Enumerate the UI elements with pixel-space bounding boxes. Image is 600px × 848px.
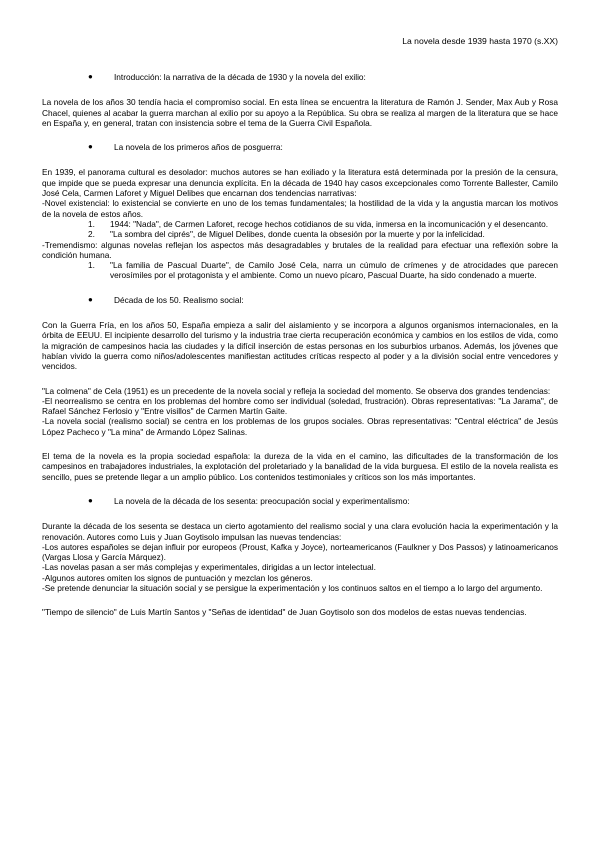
paragraph: -Las novelas pasan a ser más complejas y experimentales, dirigidas a un lector intelectual.: [42, 562, 376, 573]
section-heading-decada-50: [42, 295, 558, 305]
paragraph: La novela de los años 30 tendía hacia el compromiso social. En esta línea se encuentra la literatura de Ramón J. Sender, Max Aub y Rosa Chacel, quienes al acabar la guerra marchan al exilio por su apoyo a la República. Su obra se realiza al margen de la literatura que se hace en España y, en general, tratan con insistencia sobre el tema de la Guerra Civil Española.: [42, 97, 558, 128]
list-item: [42, 229, 558, 239]
paragraph: -Novel existencial: lo existencial se convierte en uno de los temas fundamentales; la hostilidad de la vida y la angustia marcan los motivos de la novela de estos años.: [42, 198, 558, 219]
page-header-title: La novela desde 1939 hasta 1970 (s.XX): [402, 36, 558, 46]
bullet-icon: ●: [88, 142, 93, 152]
paragraph: -Se pretende denunciar la situación social y se persigue la experimentación y los continuos saltos en el tiempo a lo largo del argumento.: [42, 582, 543, 593]
numbered-list: [42, 260, 558, 281]
section-heading-sesenta: [42, 496, 558, 506]
bullet-icon: ●: [88, 294, 93, 304]
paragraph: -Algunos autores omiten los signos de puntuación y mezclan los géneros.: [42, 572, 313, 583]
paragraph: Con la Guerra Fría, en los años 50, España empieza a salir del aislamiento y se incorpora a algunos organismos internacionales, en la órbita de EEUU. El incipiente desarrollo del turismo y la industria trae cierta recuperación económica y cambios en los estilos de vida, como la migración de campesinos hacia las ciudades y la difícil inserción de estas personas en los suburbios urbanos. Además, los jóvenes que habían vivido la guerra como niños/adolescentes manifiestan actitudes críticas respecto al poder y a la división social entre vencedores y vencidos.: [42, 320, 558, 372]
paragraph: En 1939, el panorama cultural es desolador: muchos autores se han exiliado y la literatura está determinada por la presión de la censura, que impide que se pueda expresar una denuncia explícita. En la década de 1940 hay casos excepcionales como Torrente Ballester, Camilo José Cela, Carmen Laforet y Miguel Delibes que encarnan dos tendencias narrativas:: [42, 167, 558, 199]
list-number: 1.: [88, 260, 95, 271]
list-item-text: "La sombra del ciprés", de Miguel Delibes, donde cuenta la obsesión por la muerte y por la infelicidad.: [110, 229, 485, 240]
paragraph: -Tremendismo: algunas novelas reflejan los aspectos más desagradables y brutales de la realidad para efectuar una reflexión sobre la condición humana.: [42, 239, 558, 260]
list-item-text: 1944: "Nada", de Carmen Laforet, recoge hechos cotidianos de su vida, inmersa en la incomunicación y el desencanto.: [110, 218, 549, 229]
paragraph: -El neorrealismo se centra en los problemas del hombre como ser individual (soledad, frustración). Obras representativas: "La Jarama", de Rafael Sánchez Ferlosio y "Entre visillos" de Carmen Martín Gaite.: [42, 395, 558, 417]
paragraph: -La novela social (realismo social) se centra en los problemas de los grupos sociales. Obras representativas: "Central eléctrica" de Jesús López Pacheco y "La mina" de Armando López Salinas.: [42, 416, 558, 437]
list-item-text: "La familia de Pascual Duarte", de Camilo José Cela, narra un cúmulo de crímenes y de atrocidades que parecen verosímiles por el protagonista y el ambiente. Como un nuevo pícaro, Pascual Duarte, ha sido condenado a muerte.: [110, 260, 558, 281]
list-item: [42, 219, 558, 229]
paragraph: "Tiempo de silencio" de Luis Martín Santos y "Señas de identidad" de Juan Goytisolo son dos modelos de estas nuevas tendencias.: [42, 607, 527, 618]
heading-text: La novela de la década de los sesenta: preocupación social y experimentalismo:: [114, 495, 410, 506]
paragraph: El tema de la novela es la propia sociedad española: la dureza de la vida en el camino, las dificultades de la transformación de los campesinos en trabajadores industriales, la explotación del proletariado y la banalidad de la vida burguesa. El estilo de la novela realista es sencillo, pues se pretende llegar a un amplio público. Los contenidos testimoniales y críticos son los más importantes.: [42, 451, 558, 482]
section-heading-posguerra: [42, 142, 558, 152]
document-body: [42, 72, 558, 618]
paragraph: -Los autores españoles se dejan influir por europeos (Proust, Kafka y Joyce), norteamericanos (Faulkner y Dos Passos) y latinoamericanos (Vargas Llosa y García Márquez).: [42, 541, 558, 563]
paragraph: "La colmena" de Cela (1951) es un precedente de la novela social y refleja la sociedad del momento. Se observa dos grandes tendencias:: [42, 385, 551, 396]
numbered-list: [42, 219, 558, 240]
list-number: 2.: [88, 229, 95, 240]
bullet-icon: ●: [88, 495, 93, 505]
heading-text: Introducción: la narrativa de la década de 1930 y la novela del exilio:: [114, 72, 366, 82]
paragraph: Durante la década de los sesenta se destaca un cierto agotamiento del realismo social y una clara evolución hacia la experimentación y la renovación. Autores como Luis y Juan Goytisolo impulsan las nuevas tendencias:: [42, 521, 558, 542]
heading-text: La novela de los primeros años de posguerra:: [114, 142, 283, 153]
section-heading-intro: [42, 72, 558, 82]
list-number: 1.: [88, 218, 95, 229]
list-item: [42, 260, 558, 281]
bullet-icon: ●: [88, 72, 93, 81]
heading-text: Década de los 50. Realismo social:: [114, 294, 244, 305]
